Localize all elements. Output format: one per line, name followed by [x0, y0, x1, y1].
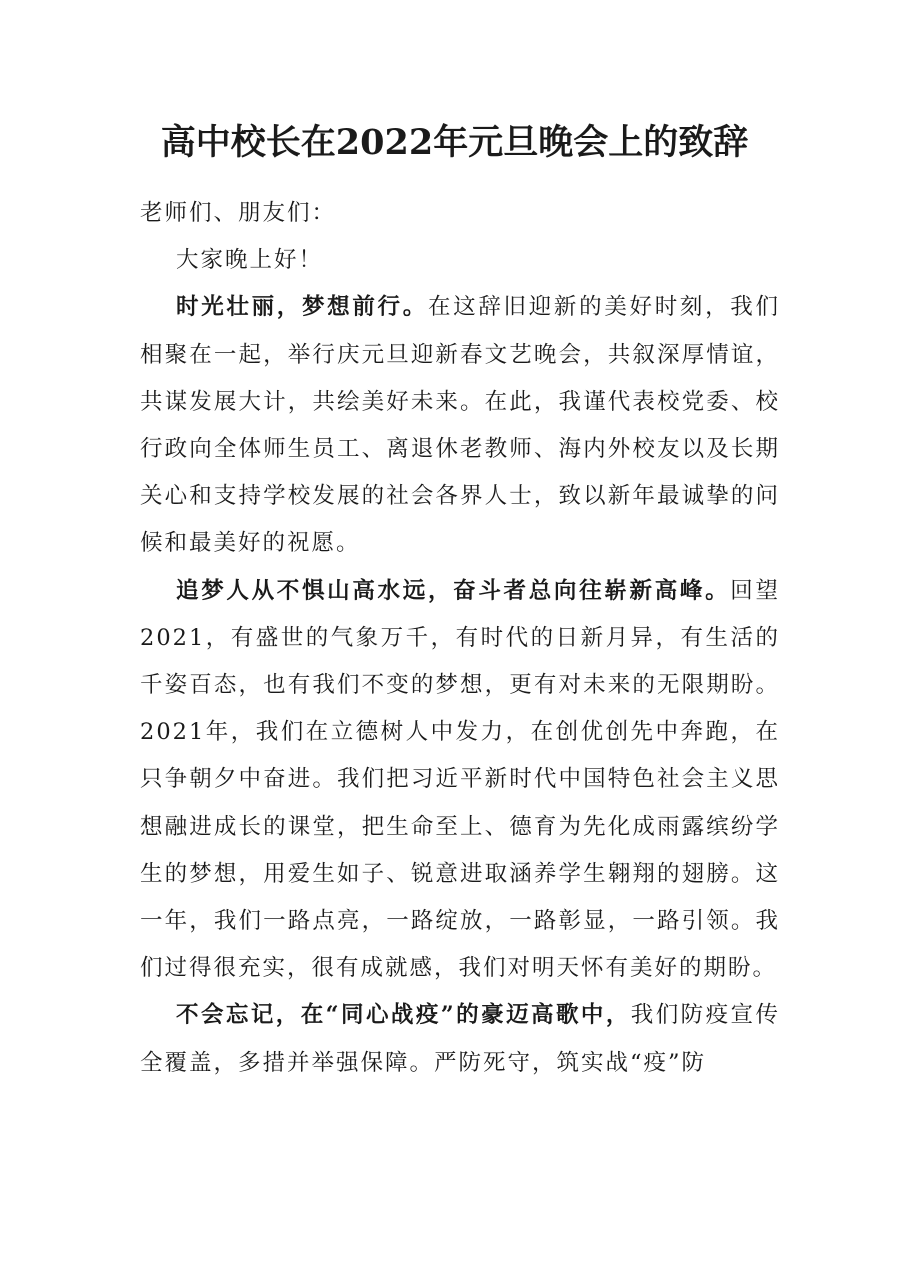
paragraph-text: 回望2021，有盛世的气象万千，有时代的日新月异，有生活的千姿百态，也有我们不变的梦想，更有对未来的无限期盼。2021年，我们在立德树人中发力，在创优创先中奔跑，在只争朝夕中奋进。我们把习近平新时代中国特色社会主义思想融进成长的课堂，把生命至上、德育为先化成雨露缤纷学生的梦想，用爱生如子、锐意进取涵养学生翱翔的翅膀。这一年，我们一路点亮，一路绽放，一路彰显，一路引领。我们过得很充实，很有成就感，我们对明天怀有美好的期盼。: [140, 577, 780, 982]
paragraph-text: 我们防疫宣传全覆盖，多措并举强保障。严防死守，筑实战“疫”防: [140, 1002, 780, 1076]
document-title: 高中校长在2022年元旦晚会上的致辞: [160, 122, 749, 163]
paragraph: [140, 992, 780, 1086]
salutation: 老师们、朋友们：: [140, 200, 337, 226]
paragraph-text: 在这辞旧迎新的美好时刻，我们相聚在一起，举行庆元旦迎新春文艺晚会，共叙深厚情谊，共谋发展大计，共绘美好未来。在此，我谨代表校党委、校行政向全体师生员工、离退休老教师、海内外校友以及长期关心和支持学校发展的社会各界人士，致以新年最诚挚的问候和最美好的祝愿。: [140, 294, 780, 557]
paragraph-lead: 时光壮丽，梦想前行。: [176, 294, 428, 321]
document-body: [140, 190, 780, 1087]
paragraph-lead: 追梦人从不惧山高水远，奋斗者总向往崭新高峰。: [176, 577, 731, 604]
paragraph: [140, 284, 780, 567]
paragraph: [140, 568, 780, 993]
greeting: 大家晚上好！: [176, 247, 324, 274]
paragraph-lead: 不会忘记，在“同心战疫”的豪迈高歌中，: [176, 1002, 631, 1029]
